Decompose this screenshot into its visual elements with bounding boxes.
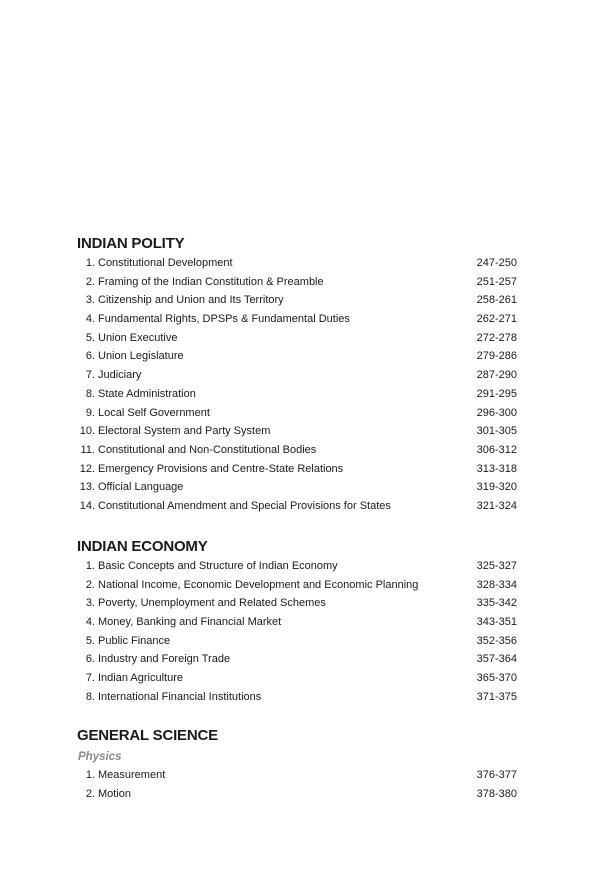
section-title: INDIAN POLITY <box>77 235 185 252</box>
toc-entry[interactable] <box>77 385 517 404</box>
entry-label: State Administration <box>98 387 196 400</box>
toc-entry[interactable] <box>77 347 517 366</box>
section-indian-economy <box>77 538 517 707</box>
entry-label: Judiciary <box>98 369 142 382</box>
toc-entry[interactable] <box>77 650 517 669</box>
entry-number: 3. <box>85 294 95 307</box>
entry-label: Constitutional and Non-Constitutional Bodies <box>98 443 317 456</box>
toc-entry[interactable] <box>77 785 517 804</box>
entry-label: Union Executive <box>98 331 178 344</box>
section-title: GENERAL SCIENCE <box>77 727 218 744</box>
toc-entry[interactable] <box>77 497 517 516</box>
entry-number: 4. <box>85 313 95 326</box>
entry-number: 1. <box>85 769 95 781</box>
entry-pages: 343-351 <box>476 616 517 629</box>
section-general-science <box>77 727 517 803</box>
entry-pages: 306-312 <box>476 443 517 456</box>
entry-label: Official Language <box>98 481 184 494</box>
toc-entry[interactable] <box>77 291 517 310</box>
entry-pages: 365-370 <box>476 672 517 685</box>
entry-pages: 371-375 <box>476 690 517 703</box>
entry-label: Public Finance <box>98 634 171 647</box>
entry-number: 6. <box>85 653 95 666</box>
toc-entry[interactable] <box>77 460 517 479</box>
entry-pages: 251-257 <box>476 275 517 288</box>
entry-label: Local Self Government <box>98 406 210 419</box>
entry-pages: 258-261 <box>476 294 517 307</box>
entry-number: 8. <box>85 387 95 400</box>
entry-pages: 321-324 <box>476 499 517 512</box>
toc-entry[interactable] <box>77 273 517 292</box>
entry-pages: 325-327 <box>476 560 517 572</box>
entry-number: 5. <box>85 331 95 344</box>
entry-number: 2. <box>85 787 95 800</box>
entry-label: Constitutional Amendment and Special Provisions for States <box>98 499 391 512</box>
toc-entry[interactable] <box>77 422 517 441</box>
entry-pages: 328-334 <box>476 578 517 591</box>
entry-label: Poverty, Unemployment and Related Schemes <box>98 597 326 610</box>
toc-entry[interactable] <box>77 404 517 423</box>
entry-label: International Financial Institutions <box>98 690 262 703</box>
entry-number: 12. <box>79 462 95 475</box>
toc-entry[interactable] <box>77 441 517 460</box>
entry-label: Union Legislature <box>98 350 184 363</box>
entry-number: 3. <box>85 597 95 610</box>
entry-pages: 352-356 <box>476 634 517 647</box>
toc-entry[interactable] <box>77 557 517 576</box>
entry-number: 1. <box>85 560 95 572</box>
entry-pages: 335-342 <box>476 597 517 610</box>
entry-number: 7. <box>85 672 95 685</box>
toc-entry[interactable] <box>77 576 517 595</box>
entry-label: Emergency Provisions and Centre-State Relations <box>98 462 344 475</box>
entry-number: 10. <box>79 425 95 438</box>
entry-number: 1. <box>85 257 95 269</box>
toc-entry[interactable] <box>77 766 517 785</box>
entry-label: Industry and Foreign Trade <box>98 653 231 666</box>
toc-entry[interactable] <box>77 688 517 707</box>
toc-entry[interactable] <box>77 632 517 651</box>
entry-number: 2. <box>85 275 95 288</box>
entry-number: 7. <box>85 369 95 382</box>
entry-number: 9. <box>85 406 95 419</box>
entry-pages: 272-278 <box>476 331 517 344</box>
section-indian-polity <box>77 235 517 516</box>
toc-entry[interactable] <box>77 254 517 273</box>
entry-label: Motion <box>98 787 132 800</box>
entry-number: 14. <box>79 499 95 512</box>
entry-number: 6. <box>85 350 95 363</box>
entry-label: Basic Concepts and Structure of Indian Economy <box>98 560 338 572</box>
entry-label: Indian Agriculture <box>98 672 183 685</box>
entry-number: 8. <box>85 690 95 703</box>
entry-label: Framing of the Indian Constitution & Preamble <box>98 275 324 288</box>
toc-entry[interactable] <box>77 613 517 632</box>
entry-pages: 287-290 <box>476 369 517 382</box>
entry-number: 11. <box>80 443 95 456</box>
entry-pages: 378-380 <box>476 787 517 800</box>
entry-pages: 313-318 <box>476 462 517 475</box>
entry-label: Measurement <box>98 769 166 781</box>
toc-entry[interactable] <box>77 329 517 348</box>
entry-pages: 319-320 <box>476 481 517 494</box>
entry-pages: 279-286 <box>476 350 517 363</box>
toc-entry[interactable] <box>77 594 517 613</box>
entry-label: Electoral System and Party System <box>98 425 271 438</box>
entry-pages: 291-295 <box>476 387 517 400</box>
toc-entry[interactable] <box>77 478 517 497</box>
entry-label: National Income, Economic Development and Economic Planning <box>98 578 419 591</box>
toc-entry[interactable] <box>77 669 517 688</box>
entry-pages: 376-377 <box>476 769 517 781</box>
entry-pages: 262-271 <box>476 313 517 326</box>
entry-pages: 357-364 <box>476 653 517 666</box>
entry-number: 13. <box>79 481 95 494</box>
entry-label: Money, Banking and Financial Market <box>98 616 282 629</box>
entry-pages: 301-305 <box>476 425 517 438</box>
subsection-title: Physics <box>78 751 122 763</box>
entry-pages: 247-250 <box>476 257 517 269</box>
section-title: INDIAN ECONOMY <box>77 538 208 555</box>
entry-label: Fundamental Rights, DPSPs & Fundamental Duties <box>98 313 350 326</box>
entry-number: 5. <box>85 634 95 647</box>
entry-number: 4. <box>85 616 95 629</box>
toc-entry[interactable] <box>77 310 517 329</box>
entry-label: Citizenship and Union and Its Territory <box>98 294 284 307</box>
toc-entry[interactable] <box>77 366 517 385</box>
entry-label: Constitutional Development <box>98 257 233 269</box>
entry-number: 2. <box>85 578 95 591</box>
entry-pages: 296-300 <box>476 406 517 419</box>
